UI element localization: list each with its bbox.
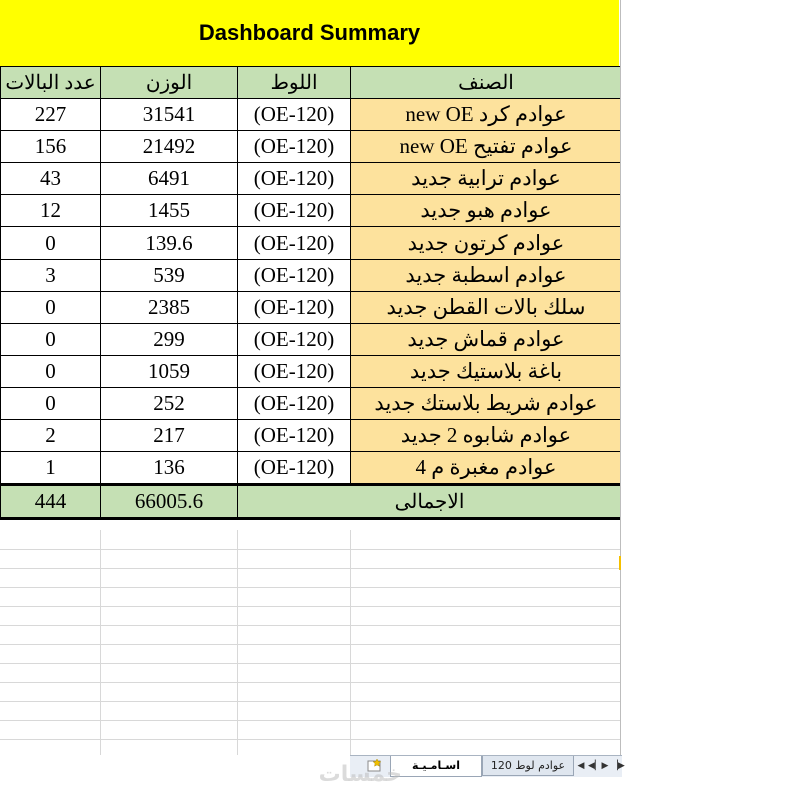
grid-line bbox=[0, 701, 621, 702]
table-row bbox=[1, 227, 622, 259]
lot-cell[interactable]: (OE-120) bbox=[238, 323, 351, 355]
bales-cell[interactable]: 0 bbox=[1, 387, 101, 419]
total-label-cell[interactable]: الاجمالى bbox=[238, 485, 622, 519]
lot-cell[interactable]: (OE-120) bbox=[238, 387, 351, 419]
table-row bbox=[1, 387, 622, 419]
weight-cell[interactable]: 299 bbox=[101, 323, 238, 355]
grid-line bbox=[350, 530, 351, 755]
header-lot-cell[interactable]: اللوط bbox=[238, 67, 351, 99]
table-row bbox=[1, 259, 622, 291]
grid-line bbox=[0, 739, 621, 740]
bales-cell[interactable]: 0 bbox=[1, 291, 101, 323]
total-weight-cell[interactable]: 66005.6 bbox=[101, 485, 238, 519]
bales-cell[interactable]: 12 bbox=[1, 195, 101, 227]
watermark-logo: خمسات bbox=[318, 762, 402, 787]
weight-cell[interactable]: 252 bbox=[101, 387, 238, 419]
category-cell[interactable]: عوادم شابوه 2 جديد bbox=[351, 420, 622, 452]
weight-cell[interactable]: 2385 bbox=[101, 291, 238, 323]
weight-cell[interactable]: 539 bbox=[101, 259, 238, 291]
category-cell[interactable]: عوادم اسطبة جديد bbox=[351, 259, 622, 291]
weight-cell[interactable]: 136 bbox=[101, 452, 238, 485]
tab-scroll-first-icon[interactable]: ▕▶ bbox=[611, 761, 625, 771]
grid-line bbox=[0, 568, 621, 569]
bales-cell[interactable]: 1 bbox=[1, 452, 101, 485]
table-row bbox=[1, 420, 622, 452]
grid-line bbox=[0, 644, 621, 645]
lot-cell[interactable]: (OE-120) bbox=[238, 227, 351, 259]
table-row bbox=[1, 131, 622, 163]
bales-cell[interactable]: 2 bbox=[1, 420, 101, 452]
grid-line bbox=[0, 682, 621, 683]
header-category-cell[interactable]: الصنف bbox=[351, 67, 622, 99]
bales-cell[interactable]: 0 bbox=[1, 227, 101, 259]
table-row bbox=[1, 291, 622, 323]
lot-cell[interactable]: (OE-120) bbox=[238, 420, 351, 452]
bales-cell[interactable]: 3 bbox=[1, 259, 101, 291]
tab-awadem-lot-120[interactable]: عوادم لوط 120 bbox=[482, 756, 574, 776]
lot-cell[interactable]: (OE-120) bbox=[238, 259, 351, 291]
category-cell[interactable]: عوادم هبو جديد bbox=[351, 195, 622, 227]
lot-cell[interactable]: (OE-120) bbox=[238, 355, 351, 387]
weight-cell[interactable]: 139.6 bbox=[101, 227, 238, 259]
bales-cell[interactable]: 0 bbox=[1, 323, 101, 355]
category-cell[interactable]: عوادم ترابية جديد bbox=[351, 163, 622, 195]
category-cell[interactable]: عوادم كرد new OE bbox=[351, 99, 622, 131]
category-cell[interactable]: سلك بالات القطن جديد bbox=[351, 291, 622, 323]
grid-line bbox=[0, 625, 621, 626]
weight-cell[interactable]: 31541 bbox=[101, 99, 238, 131]
tab-scroll-next-icon[interactable]: ◀ bbox=[577, 761, 585, 771]
lot-cell[interactable]: (OE-120) bbox=[238, 452, 351, 485]
tab-scroll-last-icon[interactable]: ◀▏ bbox=[588, 761, 602, 771]
bales-cell[interactable]: 0 bbox=[1, 355, 101, 387]
lot-cell[interactable]: (OE-120) bbox=[238, 99, 351, 131]
tab-asamiya[interactable]: اسـامـيـة bbox=[390, 756, 482, 777]
total-bales-cell[interactable]: 444 bbox=[1, 485, 101, 519]
lot-cell[interactable]: (OE-120) bbox=[238, 291, 351, 323]
weight-cell[interactable]: 21492 bbox=[101, 131, 238, 163]
grid-line bbox=[0, 587, 621, 588]
table-row bbox=[1, 452, 622, 485]
category-cell[interactable]: عوادم قماش جديد bbox=[351, 323, 622, 355]
grid-line bbox=[0, 720, 621, 721]
total-row bbox=[1, 485, 622, 519]
grid-line bbox=[0, 549, 621, 550]
header-weight-cell[interactable]: الوزن bbox=[101, 67, 238, 99]
tab-scroll-prev-icon[interactable]: ▶ bbox=[601, 761, 609, 771]
dashboard-title[interactable]: Dashboard Summary bbox=[0, 0, 619, 66]
weight-cell[interactable]: 1455 bbox=[101, 195, 238, 227]
lot-cell[interactable]: (OE-120) bbox=[238, 131, 351, 163]
weight-cell[interactable]: 217 bbox=[101, 420, 238, 452]
lot-cell[interactable]: (OE-120) bbox=[238, 195, 351, 227]
category-cell[interactable]: عوادم مغبرة م 4 bbox=[351, 452, 622, 485]
table-row bbox=[1, 99, 622, 131]
lot-cell[interactable]: (OE-120) bbox=[238, 163, 351, 195]
weight-cell[interactable]: 1059 bbox=[101, 355, 238, 387]
header-row bbox=[1, 67, 622, 99]
bales-cell[interactable]: 43 bbox=[1, 163, 101, 195]
bales-cell[interactable]: 156 bbox=[1, 131, 101, 163]
category-cell[interactable]: عوادم شريط بلاستك جديد bbox=[351, 387, 622, 419]
sheet-right-edge bbox=[620, 0, 621, 775]
category-cell[interactable]: عوادم تفتيح new OE bbox=[351, 131, 622, 163]
table-row bbox=[1, 163, 622, 195]
grid-line bbox=[100, 530, 101, 755]
bales-cell[interactable]: 227 bbox=[1, 99, 101, 131]
header-bales-cell[interactable]: عدد البالات bbox=[1, 67, 101, 99]
table-row bbox=[1, 323, 622, 355]
summary-table bbox=[0, 66, 621, 520]
category-cell[interactable]: عوادم كرتون جديد bbox=[351, 227, 622, 259]
weight-cell[interactable]: 6491 bbox=[101, 163, 238, 195]
category-cell[interactable]: باغة بلاستيك جديد bbox=[351, 355, 622, 387]
table-row bbox=[1, 195, 622, 227]
grid-line bbox=[237, 530, 238, 755]
table-row bbox=[1, 355, 622, 387]
grid-line bbox=[0, 663, 621, 664]
grid-line bbox=[0, 606, 621, 607]
selection-marker bbox=[619, 556, 621, 570]
